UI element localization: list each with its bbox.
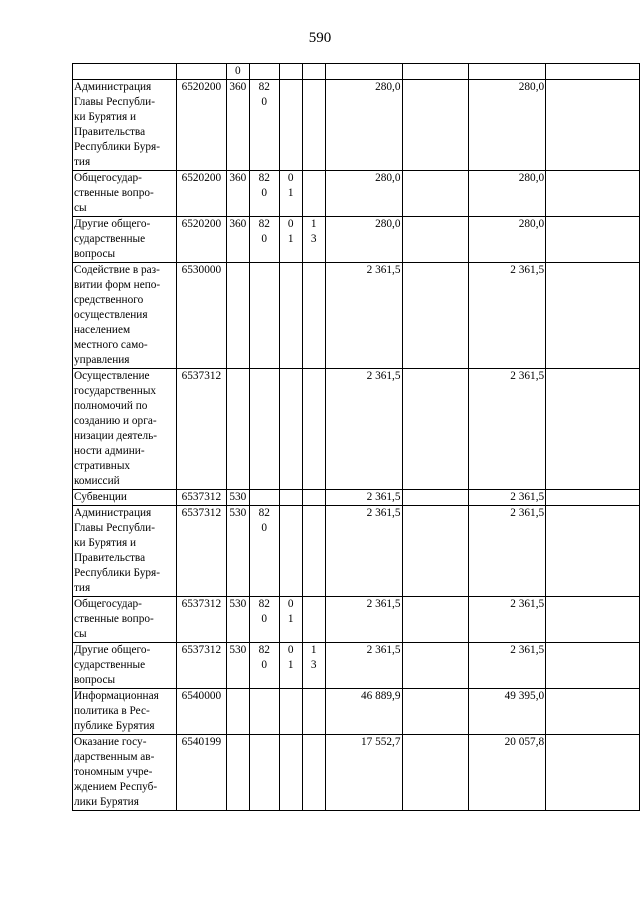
cell-amount-2: 2 361,5 (469, 506, 546, 597)
table-row (73, 369, 640, 490)
cell-amount-1: 280,0 (325, 171, 402, 217)
cell-name: Администрация Главы Республи- ки Бурятия и Правительства Республики Буря- тия (73, 506, 177, 597)
cell-amount-1: 2 361,5 (325, 490, 402, 506)
cell-blank-1 (402, 643, 469, 689)
cell-blank-2 (546, 171, 640, 217)
cell-name: Осуществление государственных полномочий по созданию и орга- низации деятель- ности админи- стративных комиссий (73, 369, 177, 490)
cell-vr: 360 (226, 171, 249, 217)
budget-table (72, 63, 640, 811)
cell-gr: 82 0 (249, 597, 279, 643)
cell-blank-2 (546, 263, 640, 369)
cell-gr (249, 689, 279, 735)
table-row (73, 597, 640, 643)
cell-blank-2 (546, 490, 640, 506)
cell-amount-1: 2 361,5 (325, 643, 402, 689)
cell-amount-1: 280,0 (325, 217, 402, 263)
cell-code: 6537312 (176, 643, 226, 689)
cell-rz (279, 80, 302, 171)
cell-gr (249, 735, 279, 811)
cell-rz (279, 689, 302, 735)
cell-name: Оказание госу- дарственным ав- тономным учре- ждением Респуб- лики Бурятия (73, 735, 177, 811)
cell-blank-2 (546, 643, 640, 689)
cell-rz (279, 263, 302, 369)
cell-amount-1: 280,0 (325, 80, 402, 171)
cell-amount-2: 2 361,5 (469, 597, 546, 643)
cell-rz: 0 1 (279, 171, 302, 217)
cell-rz (279, 506, 302, 597)
cell-amount-2: 2 361,5 (469, 643, 546, 689)
cell-name: Общегосудар- ственные вопро- сы (73, 597, 177, 643)
cell-rz (279, 369, 302, 490)
budget-table-body (73, 64, 640, 811)
cell-gr: 82 0 (249, 643, 279, 689)
cell-blank-1 (402, 597, 469, 643)
cell-blank-1 (402, 735, 469, 811)
cell-pr: 1 3 (302, 217, 325, 263)
cell-blank-1 (402, 217, 469, 263)
cell-amount-1: 2 361,5 (325, 369, 402, 490)
cell-blank-1 (402, 263, 469, 369)
cell-gr: 82 0 (249, 506, 279, 597)
cell-blank-1 (402, 80, 469, 171)
cell-name: Содействие в раз- витии форм непо- средственного осуществления населением местного само- управления (73, 263, 177, 369)
cell-blank-2 (546, 689, 640, 735)
cell-name: Общегосудар- ственные вопро- сы (73, 171, 177, 217)
cell-blank-1 (402, 171, 469, 217)
cell-amount-2 (469, 64, 546, 80)
cell-code: 6520200 (176, 171, 226, 217)
cell-vr (226, 735, 249, 811)
cell-amount-2: 280,0 (469, 171, 546, 217)
cell-pr (302, 689, 325, 735)
cell-amount-2: 2 361,5 (469, 490, 546, 506)
cell-gr (249, 263, 279, 369)
cell-vr (226, 369, 249, 490)
cell-vr (226, 689, 249, 735)
cell-code: 6540199 (176, 735, 226, 811)
cell-pr (302, 506, 325, 597)
table-row (73, 490, 640, 506)
cell-blank-2 (546, 369, 640, 490)
cell-pr (302, 263, 325, 369)
table-row (73, 217, 640, 263)
cell-amount-1 (325, 64, 402, 80)
table-row (73, 735, 640, 811)
cell-amount-2: 2 361,5 (469, 263, 546, 369)
cell-name: Администрация Главы Республи- ки Бурятия и Правительства Республики Буря- тия (73, 80, 177, 171)
table-row (73, 506, 640, 597)
cell-vr (226, 263, 249, 369)
cell-vr: 530 (226, 506, 249, 597)
cell-pr (302, 171, 325, 217)
table-row (73, 80, 640, 171)
cell-code: 6520200 (176, 217, 226, 263)
table-row (73, 689, 640, 735)
cell-pr (302, 490, 325, 506)
cell-blank-1 (402, 64, 469, 80)
cell-pr (302, 64, 325, 80)
cell-pr (302, 369, 325, 490)
cell-vr: 530 (226, 490, 249, 506)
cell-pr (302, 597, 325, 643)
cell-vr: 530 (226, 643, 249, 689)
cell-blank-2 (546, 64, 640, 80)
cell-code: 6537312 (176, 506, 226, 597)
cell-amount-1: 2 361,5 (325, 263, 402, 369)
cell-gr: 82 0 (249, 217, 279, 263)
table-row (73, 643, 640, 689)
cell-code: 6530000 (176, 263, 226, 369)
cell-blank-2 (546, 80, 640, 171)
page-number: 590 (308, 30, 332, 46)
cell-blank-1 (402, 490, 469, 506)
cell-rz: 0 1 (279, 217, 302, 263)
cell-name: Другие общего- сударственные вопросы (73, 217, 177, 263)
table-row (73, 64, 640, 80)
cell-vr: 530 (226, 597, 249, 643)
cell-blank-1 (402, 506, 469, 597)
cell-amount-2: 49 395,0 (469, 689, 546, 735)
cell-amount-2: 20 057,8 (469, 735, 546, 811)
cell-pr: 1 3 (302, 643, 325, 689)
cell-pr (302, 735, 325, 811)
cell-amount-1: 2 361,5 (325, 506, 402, 597)
cell-code: 6537312 (176, 490, 226, 506)
cell-gr (249, 369, 279, 490)
cell-blank-1 (402, 689, 469, 735)
cell-gr (249, 490, 279, 506)
cell-rz (279, 64, 302, 80)
cell-name: Субвенции (73, 490, 177, 506)
cell-amount-1: 17 552,7 (325, 735, 402, 811)
cell-rz: 0 1 (279, 643, 302, 689)
cell-code (176, 64, 226, 80)
cell-vr: 360 (226, 80, 249, 171)
cell-gr (249, 64, 279, 80)
cell-blank-2 (546, 597, 640, 643)
cell-amount-1: 46 889,9 (325, 689, 402, 735)
cell-blank-2 (546, 217, 640, 263)
cell-rz: 0 1 (279, 597, 302, 643)
cell-name (73, 64, 177, 80)
cell-code: 6520200 (176, 80, 226, 171)
cell-vr: 0 (226, 64, 249, 80)
cell-rz (279, 735, 302, 811)
cell-blank-1 (402, 369, 469, 490)
cell-blank-2 (546, 735, 640, 811)
cell-vr: 360 (226, 217, 249, 263)
cell-name: Информационная политика в Рес- публике Бурятия (73, 689, 177, 735)
table-row (73, 171, 640, 217)
cell-gr: 82 0 (249, 80, 279, 171)
cell-amount-2: 2 361,5 (469, 369, 546, 490)
cell-gr: 82 0 (249, 171, 279, 217)
cell-pr (302, 80, 325, 171)
cell-name: Другие общего- сударственные вопросы (73, 643, 177, 689)
cell-amount-2: 280,0 (469, 217, 546, 263)
cell-amount-1: 2 361,5 (325, 597, 402, 643)
cell-amount-2: 280,0 (469, 80, 546, 171)
cell-rz (279, 490, 302, 506)
cell-code: 6537312 (176, 597, 226, 643)
cell-code: 6537312 (176, 369, 226, 490)
cell-blank-2 (546, 506, 640, 597)
table-row (73, 263, 640, 369)
cell-code: 6540000 (176, 689, 226, 735)
